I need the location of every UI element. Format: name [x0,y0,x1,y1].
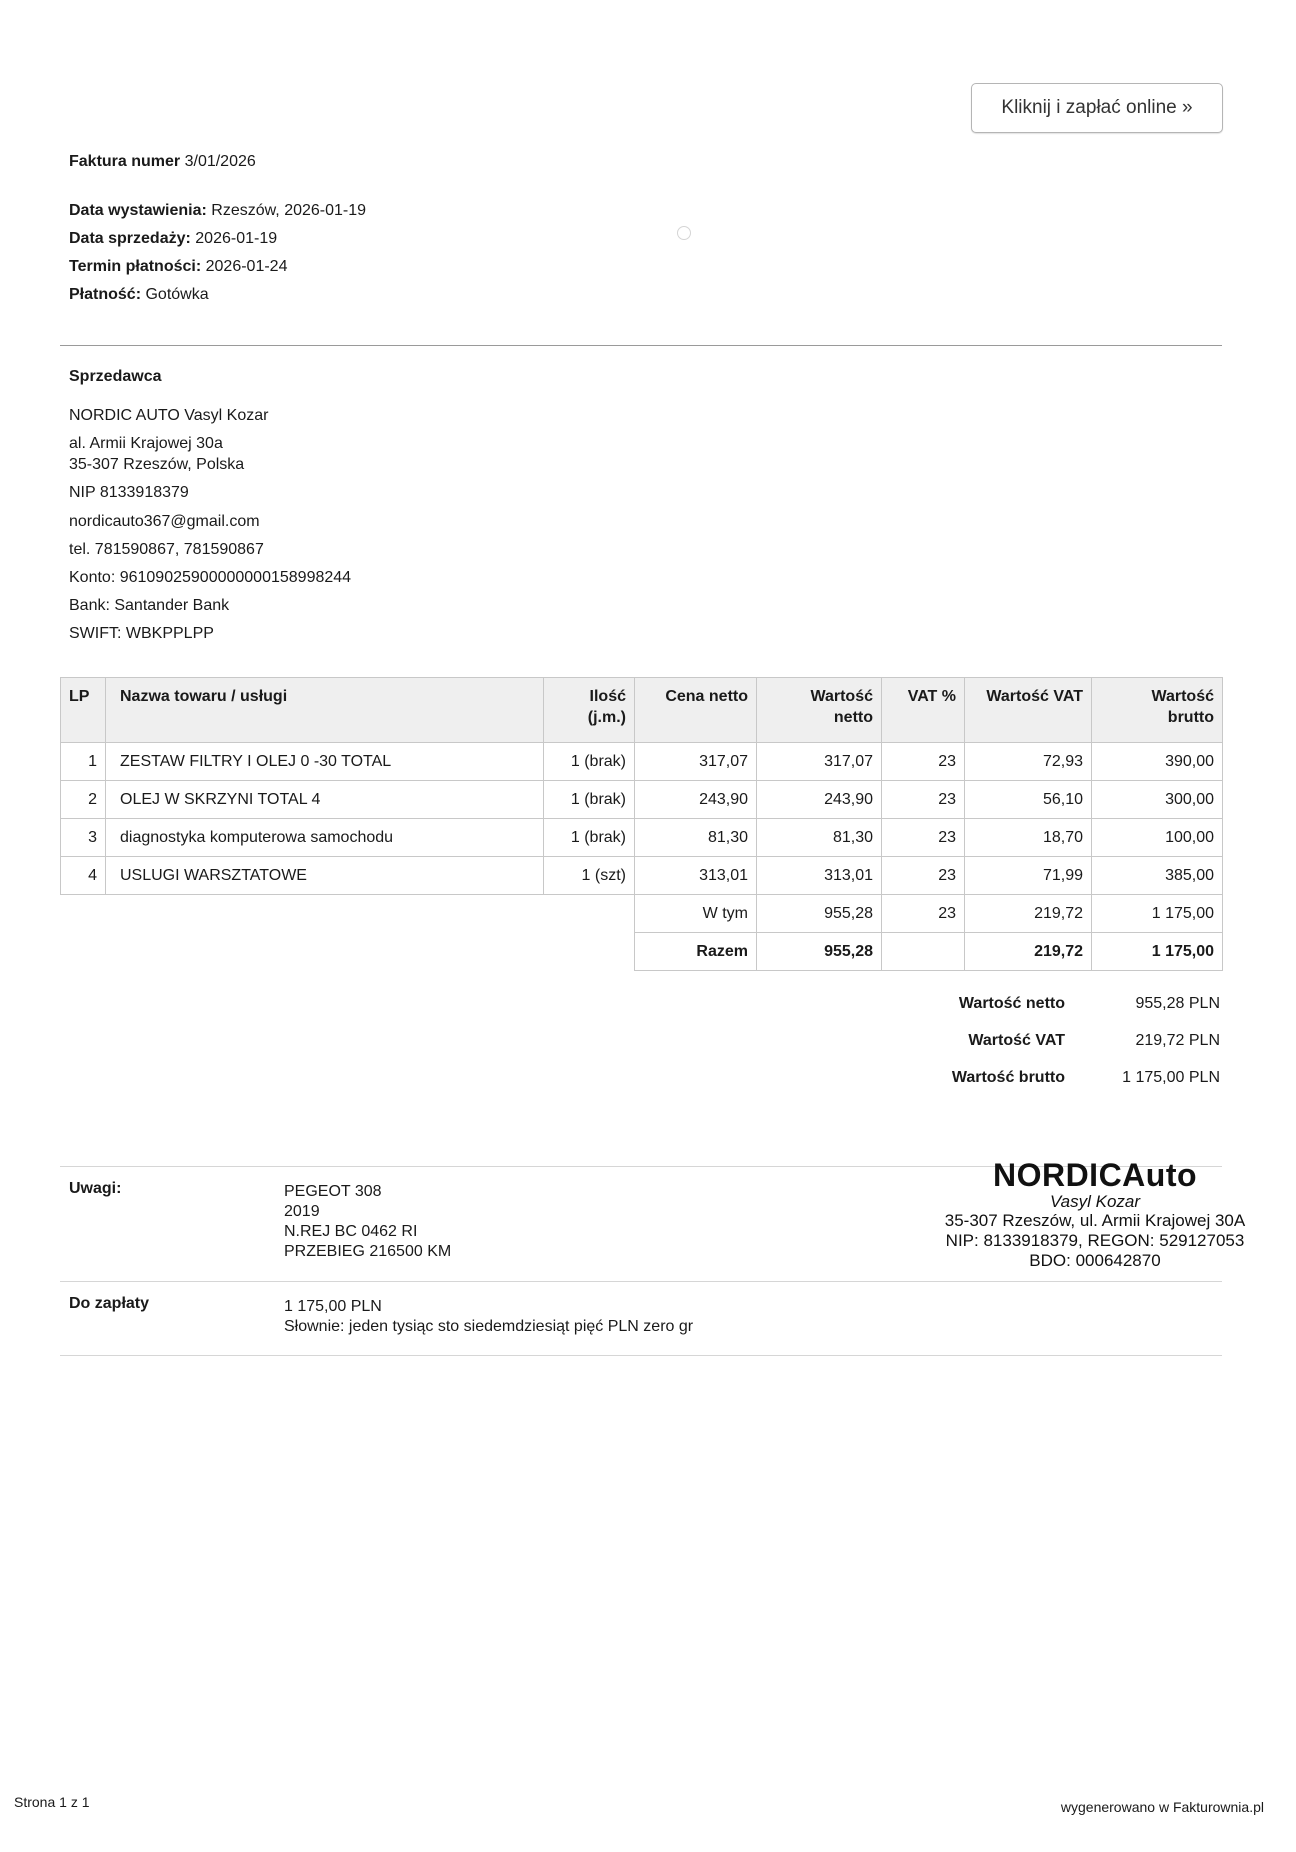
divider [60,1281,1222,1282]
summary-vat [855,1022,1220,1059]
payment-method [69,286,209,304]
summary-vat-label: Wartość VAT [968,1031,1065,1049]
cell-qty: 1 (szt) [544,857,635,895]
subtotal-row [61,895,1223,933]
cell-name: OLEJ W SKRZYNI TOTAL 4 [106,781,544,819]
stamp-brand: NORDICAuto [992,1157,1198,1193]
cell-price: 313,01 [635,857,757,895]
cell-vat-pct: 23 [882,819,965,857]
table-row [61,781,1223,819]
header-qty: Ilość (j.m.) [544,678,635,743]
header-gross: Wartość brutto [1092,678,1223,743]
stamp-address: 35-307 Rzeszów, ul. Armii Krajowej 30A [944,1211,1246,1230]
summary-net-value: 955,28 PLN [1135,994,1220,1012]
razem-gross: 1 175,00 [1092,933,1223,971]
due-date-label: Termin płatności: [69,258,202,275]
header-vat-value: Wartość VAT [965,678,1092,743]
seller-phone: tel. 781590867, 781590867 [69,541,264,558]
cell-vat-pct: 23 [882,743,965,781]
to-pay-label: Do zapłaty [69,1295,150,1312]
cell-gross: 100,00 [1092,819,1223,857]
totals-summary [855,985,1220,1096]
cell-lp: 2 [61,781,106,819]
wtym-vat-value: 219,72 [965,895,1092,933]
razem-label: Razem [635,933,757,971]
to-pay-words: Słownie: jeden tysiąc sto siedemdziesiąt pięć PLN zero gr [284,1318,694,1335]
cell-gross: 390,00 [1092,743,1223,781]
stamp-owner: Vasyl Kozar [1049,1192,1141,1211]
seller-heading: Sprzedawca [69,368,162,385]
wtym-gross: 1 175,00 [1092,895,1223,933]
invoice-number-label: Faktura numer [69,153,181,170]
notes-line: PRZEBIEG 216500 KM [284,1243,452,1260]
table-row [61,857,1223,895]
cell-vat-value: 18,70 [965,819,1092,857]
summary-vat-value: 219,72 PLN [1135,1031,1220,1049]
due-date-value: 2026-01-24 [205,258,288,275]
cell-vat-pct: 23 [882,857,965,895]
wtym-net: 955,28 [757,895,882,933]
seller-name: NORDIC AUTO Vasyl Kozar [69,407,269,424]
sale-date-label: Data sprzedaży: [69,230,191,247]
header-price: Cena netto [635,678,757,743]
header-lp: LP [61,678,106,743]
summary-gross [855,1059,1220,1096]
invoice-number [69,153,256,171]
notes-label: Uwagi: [69,1180,122,1197]
notes-line: 2019 [284,1203,320,1220]
notes-text [284,1182,451,1262]
cell-vat-value: 56,10 [965,781,1092,819]
divider [60,1355,1222,1356]
cell-gross: 385,00 [1092,857,1223,895]
summary-gross-value: 1 175,00 PLN [1122,1068,1220,1086]
seller-email: nordicauto367@gmail.com [69,513,260,530]
table-row [61,743,1223,781]
summary-gross-label: Wartość brutto [951,1068,1065,1086]
cell-net: 317,07 [757,743,882,781]
cell-qty: 1 (brak) [544,819,635,857]
due-date [69,258,287,276]
summary-net-label: Wartość netto [958,994,1065,1012]
cell-net: 313,01 [757,857,882,895]
cell-lp: 1 [61,743,106,781]
issue-date-value: Rzeszów, 2026-01-19 [211,202,367,219]
cell-name: diagnostyka komputerowa samochodu [106,819,544,857]
sale-date-value: 2026-01-19 [195,230,278,247]
cell-net: 81,30 [757,819,882,857]
cell-gross: 300,00 [1092,781,1223,819]
cell-price: 317,07 [635,743,757,781]
cell-name: ZESTAW FILTRY I OLEJ 0 -30 TOTAL [106,743,544,781]
razem-net: 955,28 [757,933,882,971]
total-row [61,933,1223,971]
table-row [61,819,1223,857]
company-stamp [930,1158,1260,1271]
pay-online-label: Kliknij i zapłać online » [1001,97,1193,118]
summary-net [855,985,1220,1022]
cell-qty: 1 (brak) [544,781,635,819]
cell-lp: 3 [61,819,106,857]
pay-online-button[interactable] [971,83,1223,133]
wtym-vat-pct: 23 [882,895,965,933]
cell-price: 81,30 [635,819,757,857]
page-number: Strona 1 z 1 [14,1794,90,1810]
notes-line: N.REJ BC 0462 RI [284,1223,418,1240]
cell-price: 243,90 [635,781,757,819]
table-header-row [61,678,1223,743]
invoice-number-value: 3/01/2026 [184,153,256,170]
cell-name: USLUGI WARSZTATOWE [106,857,544,895]
seller-address-line2: 35-307 Rzeszów, Polska [69,456,245,473]
generated-by: wygenerowano w Fakturownia.pl [1060,1799,1264,1815]
to-pay-amount: 1 175,00 PLN [284,1298,382,1315]
issue-date-label: Data wystawienia: [69,202,207,219]
razem-vat-pct [882,933,965,971]
items-table [60,677,1223,971]
sale-date [69,230,277,248]
payment-method-value: Gotówka [145,286,209,303]
header-name: Nazwa towaru / usługi [106,678,544,743]
circle-mark-icon [677,226,691,240]
issue-date [69,202,366,220]
stamp-bdo: BDO: 000642870 [1029,1251,1161,1270]
stamp-ids: NIP: 8133918379, REGON: 529127053 [945,1231,1245,1250]
cell-lp: 4 [61,857,106,895]
cell-vat-value: 72,93 [965,743,1092,781]
cell-vat-value: 71,99 [965,857,1092,895]
divider [60,345,1222,346]
cell-qty: 1 (brak) [544,743,635,781]
cell-vat-pct: 23 [882,781,965,819]
seller-nip: NIP 8133918379 [69,484,189,501]
header-net: Wartość netto [757,678,882,743]
to-pay-text [284,1297,693,1337]
seller-bank: Bank: Santander Bank [69,597,230,614]
seller-address-line1: al. Armii Krajowej 30a [69,435,223,452]
cell-net: 243,90 [757,781,882,819]
wtym-label: W tym [635,895,757,933]
seller-account: Konto: 96109025900000000158998244 [69,569,352,586]
razem-vat-value: 219,72 [965,933,1092,971]
seller-swift: SWIFT: WBKPPLPP [69,625,214,642]
header-vat-pct: VAT % [882,678,965,743]
payment-method-label: Płatność: [69,286,142,303]
notes-line: PEGEOT 308 [284,1183,382,1200]
